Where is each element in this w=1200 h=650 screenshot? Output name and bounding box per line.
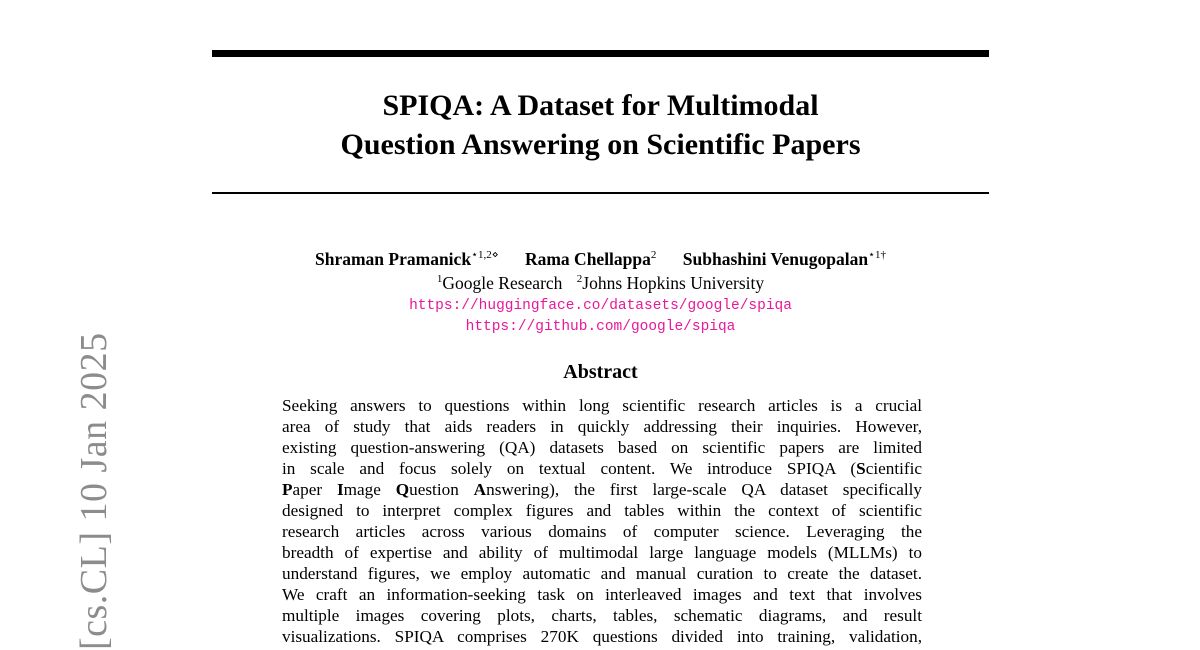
- affiliation-name: Google Research: [442, 273, 563, 293]
- abstract-line-text: in scale and focus solely on textual content. We introduce SPIQA (: [282, 459, 857, 478]
- affiliation-list: [212, 273, 989, 294]
- author: [683, 248, 886, 270]
- abstract-line: understand figures, we employ automatic and manual curation to create the dataset.: [282, 564, 922, 583]
- author-name: Shraman Pramanick: [315, 249, 472, 269]
- title-line-2: Question Answering on Scientific Papers: [340, 128, 861, 161]
- title-bottom-rule: [212, 192, 989, 194]
- author-list: [212, 248, 989, 270]
- author-marks: ⋆1†: [868, 249, 886, 261]
- abstract-line: designed to interpret complex figures and tables within the context of scientific: [282, 501, 922, 520]
- author: [315, 248, 499, 270]
- abstract-line: Seeking answers to questions within long scientific research articles is a crucial: [282, 396, 922, 415]
- affiliation-mark: 1: [436, 273, 443, 285]
- huggingface-link[interactable]: https://huggingface.co/datasets/google/spiqa: [409, 298, 792, 314]
- author-name: Rama Chellappa: [524, 249, 651, 269]
- author-marks: 2: [650, 249, 657, 261]
- acronym-letter: Q: [395, 480, 410, 499]
- acronym-letter: S: [856, 459, 866, 478]
- affiliation: [437, 273, 563, 293]
- author-marks: ⋆1,2⋄: [471, 249, 499, 261]
- author: [525, 249, 656, 270]
- acronym-rest: uestion: [409, 480, 474, 499]
- acronym-letter: A: [473, 480, 487, 499]
- affiliation: [577, 273, 764, 293]
- arxiv-sidebar-stamp: [24, 320, 115, 650]
- affiliation-name: Johns Hopkins University: [582, 273, 765, 293]
- abstract-line: [282, 479, 922, 500]
- paper-title: [212, 86, 989, 164]
- title-top-rule: [212, 50, 989, 57]
- abstract-line: existing question-answering (QA) datasets based on scientific papers are limited: [282, 438, 922, 457]
- abstract-line: We craft an information-seeking task on interleaved images and text that involves: [282, 585, 922, 604]
- acronym-letter: I: [336, 480, 344, 499]
- abstract-line: multiple images covering plots, charts, tables, schematic diagrams, and result: [282, 606, 922, 625]
- abstract-line: area of study that aids readers in quickly addressing their inquiries. However,: [282, 417, 922, 436]
- abstract-line: research articles across various domains of computer science. Leveraging the: [282, 522, 922, 541]
- title-line-1: SPIQA: A Dataset for Multimodal: [382, 89, 819, 122]
- abstract-heading: Abstract: [563, 361, 638, 383]
- abstract-line: breadth of expertise and ability of multimodal large language models (MLLMs) to: [282, 543, 922, 562]
- author-name: Subhashini Venugopalan: [682, 249, 869, 269]
- abstract-body: [282, 395, 922, 647]
- acronym-rest: aper: [292, 480, 337, 499]
- abstract-line: [282, 458, 922, 479]
- affiliation-mark: 2: [576, 273, 583, 285]
- acronym-rest: cientific: [865, 459, 922, 478]
- abstract-line: visualizations. SPIQA comprises 270K questions divided into training, validation,: [282, 627, 922, 646]
- arxiv-stamp-text: [cs.CL] 10 Jan 2025: [73, 332, 115, 650]
- acronym-letter: P: [282, 480, 293, 499]
- acronym-rest: mage: [343, 480, 396, 499]
- github-link[interactable]: https://github.com/google/spiqa: [465, 319, 736, 335]
- acronym-rest: nswering), the first large-scale QA dataset specifically: [486, 480, 922, 499]
